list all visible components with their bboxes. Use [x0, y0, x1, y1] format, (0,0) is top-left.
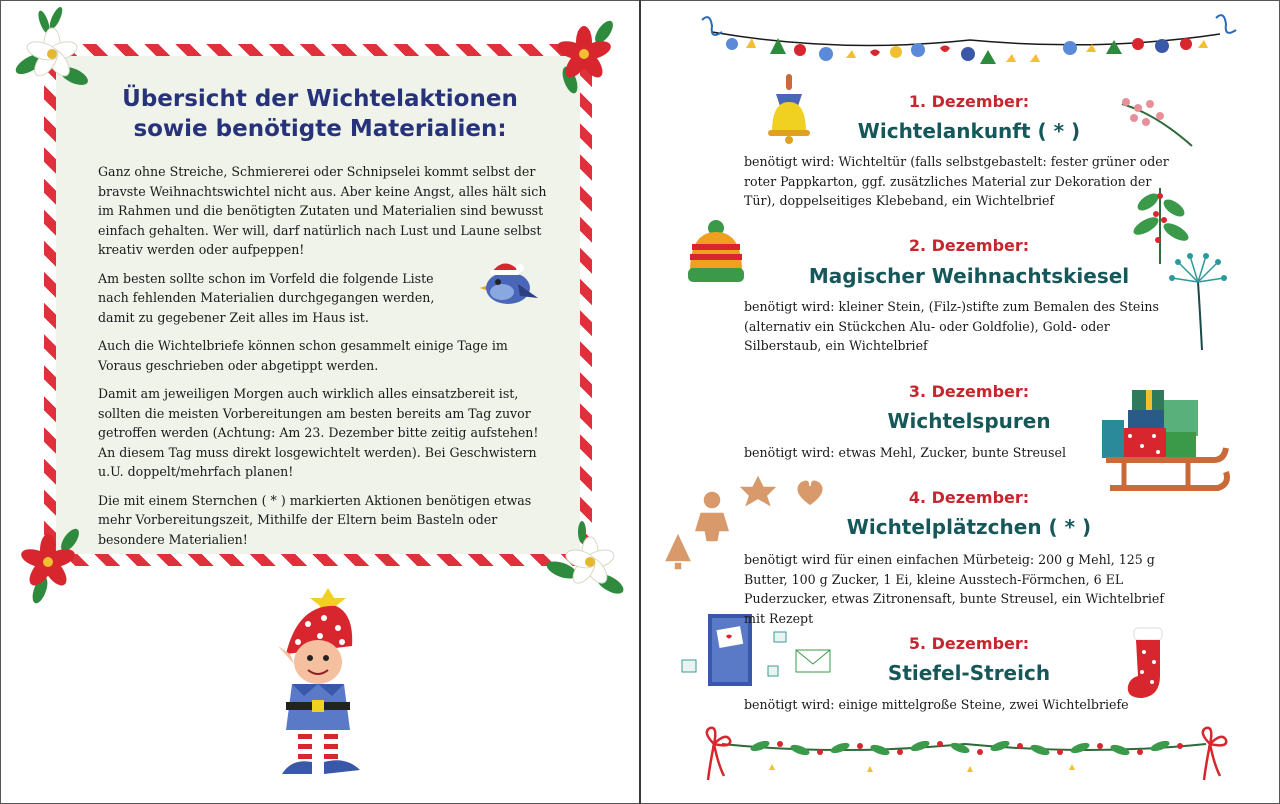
paragraph: Damit am jeweiligen Morgen auch wirklich alles einsatzbereit ist, sollten die meisten Vorbereitungen am besten bereits am Tag zuvor getroffen werden (Achtung: Am 23. Dezember bitte zeitig aufstehen! An diesem Tag muss direkt losgewichtelt werden). Bei Geschwistern u.U. doppelt/mehrfach planen! [98, 386, 539, 479]
entry-needs: benötigt wird: etwas Mehl, Zucker, bunte Streusel [744, 445, 1066, 460]
paragraph: Am besten sollte schon im Vorfeld die folgende Liste nach fehlenden Materialien durchgegangen werden, damit zu gegebener Zeit alles im Haus ist. [98, 270, 435, 325]
overview-body [98, 162, 550, 558]
entry-dec-5 [744, 634, 1174, 718]
entry-day: 2. Dezember: [908, 236, 1030, 255]
poinsettia-top-left-icon [4, 4, 104, 94]
entry-dec-2 [744, 236, 1174, 356]
entry-day: 4. Dezember: [908, 488, 1030, 507]
bird-icon [478, 254, 542, 312]
knit-hat-icon [686, 220, 746, 286]
entry-dec-1 [744, 92, 1174, 212]
paragraph: Auch die Wichtelbriefe können schon gesammelt einige Tage im Voraus geschrieben oder abgetippt werden. [98, 338, 508, 373]
entry-needs: benötigt wird: kleiner Stein, (Filz-)stifte zum Bemalen des Steins (alternativ ein Stückchen Alu- oder Goldfolie), Gold- oder Silberstaub, ein Wichtelbrief [744, 299, 1159, 353]
entry-title: Wichtelspuren [887, 409, 1051, 433]
poinsettia-bottom-left-icon [18, 520, 88, 610]
paragraph: Ganz ohne Streiche, Schmiererei oder Schnipselei kommt selbst der bravste Weihnachtswichtel nicht aus. Aber keine Angst, alles hält sich im Rahmen und die benötigten Zutaten und Materialien sind bewusst einfach gehalten. Wer will, darf natürlich nach Lust und Laune selbst kreativ werden oder aufpeppen! [98, 164, 547, 257]
overview-title [90, 84, 550, 144]
entry-needs: benötigt wird für einen einfachen Mürbeteig: 200 g Mehl, 125 g Butter, 100 g Zucker, 1 Ei, kleine Ausstech-Förmchen, 6 EL Puderzucker, etwas Zitronensaft, bunte Streusel, ein Wichtelbrief mit Rezept [744, 552, 1165, 626]
entry-title: Wichtelplätzchen ( * ) [846, 515, 1092, 539]
entry-dec-3 [744, 382, 1174, 464]
entry-needs: benötigt wird: Wichteltür (falls selbstgebastelt: fester grüner oder roter Pappkarton, ggf. zusätzliches Material zur Dekoration der Tür), doppelseitiges Klebeband, ein Wichtelbrief [744, 154, 1169, 208]
holly-garland-icon [700, 724, 1230, 788]
page-divider [639, 0, 641, 804]
ornament-garland-icon [700, 10, 1230, 70]
paragraph: Die mit einem Sternchen ( * ) markierten Aktionen benötigen etwas mehr Vorbereitungszeit, Mithilfe der Eltern beim Basteln oder besondere Materialien! [98, 492, 532, 547]
entry-title: Stiefel-Streich [887, 661, 1051, 685]
entry-day: 1. Dezember: [908, 92, 1030, 111]
poinsettia-top-right-icon [552, 20, 622, 100]
poinsettia-bottom-right-icon [542, 522, 634, 606]
elf-illustration [268, 584, 378, 784]
entry-needs: benötigt wird: einige mittelgroße Steine, zwei Wichtelbriefe [744, 697, 1129, 712]
entry-day: 3. Dezember: [908, 382, 1030, 401]
entry-title: Magischer Weihnachtskiesel [808, 264, 1130, 288]
entry-dec-4 [744, 488, 1174, 626]
entry-title: Wichtelankunft ( * ) [857, 119, 1081, 143]
entry-day: 5. Dezember: [908, 634, 1030, 653]
overview-title-line1: Übersicht der Wichtelaktionen [122, 86, 518, 112]
overview-title-line2: sowie benötigte Materialien: [133, 116, 507, 142]
